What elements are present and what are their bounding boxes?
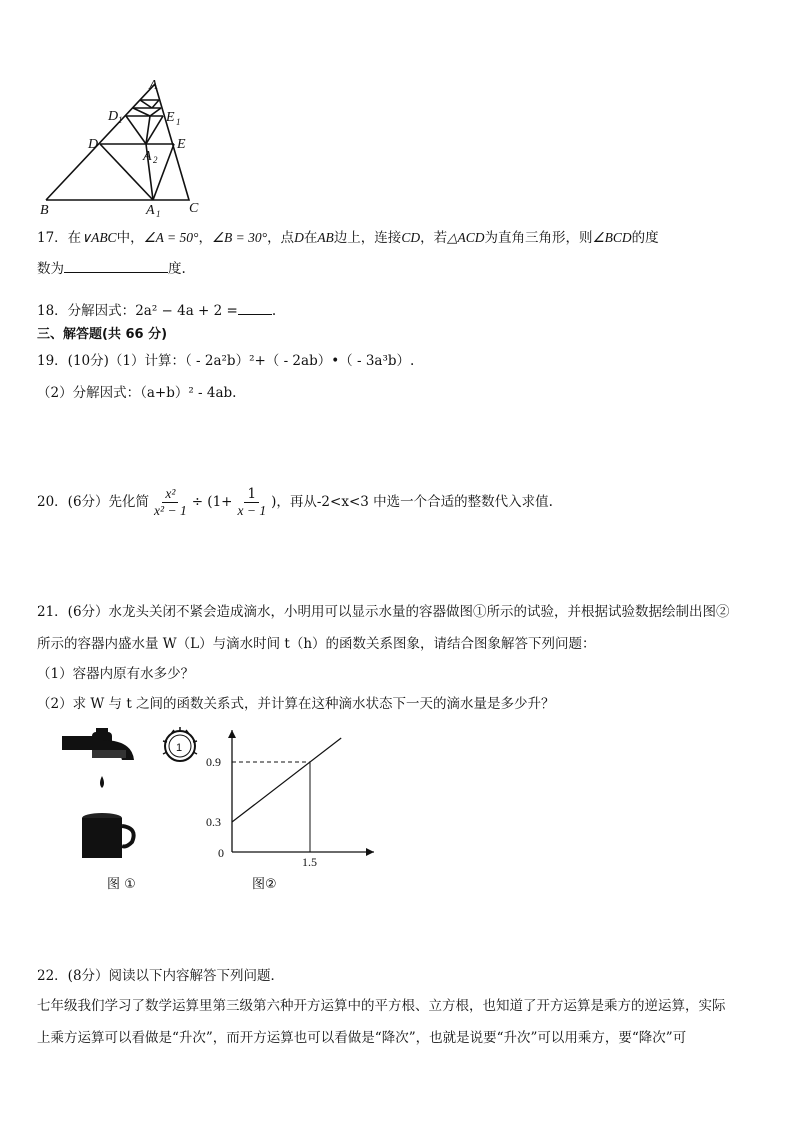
origin-label: 0 — [218, 846, 224, 860]
triangle-figure — [36, 78, 206, 218]
question-21-sub2: （2）求 W 与 t 之间的函数关系式，并计算在这种滴水状态下一天的滴水量是多少升？ — [37, 696, 555, 712]
question-20: 20．(6分）先化简 $\frac{\text{x²}}{\text{x² − 1}}$ ÷ (1+ $\frac{1}{x - 1}$ )，再从-2<x<3 中选一个合适的整数代入求值. — [37, 486, 553, 518]
data-series-line — [232, 738, 341, 822]
fraction-1: $\frac{\text{x²}}{\text{x² − 1}}$ — [154, 486, 187, 518]
question-21-sub1: （1）容器内原有水多少？ — [37, 666, 195, 682]
svg-text:1: 1 — [176, 742, 183, 754]
figure-1-caption: 图 ① — [107, 877, 136, 892]
question-19-part1: 19．(10分)（1）计算：（ - 2a²b）²+（ - 2ab）•（ - 3a³b）. — [37, 353, 415, 369]
question-18: 18．分解因式：2a² − 4a + 2 = . — [37, 300, 276, 321]
y-axis-arrow — [228, 730, 236, 738]
label-D1-sub: 1 — [118, 115, 123, 125]
y-tick-label-0.9: 0.9 — [206, 755, 221, 769]
question-21-line2: 所示的容器内盛水量 W（L）与滴水时间 t（h）的函数关系图象，请结合图象解答下列问题： — [37, 636, 596, 652]
section-heading: 三、解答题(共 66 分) — [37, 327, 168, 342]
question-21-line1: 21．(6分）水龙头关闭不紧会造成滴水，小明用可以显示水量的容器做图①所示的试验，并根据试验数据绘制出图② — [37, 604, 730, 620]
fraction-2: $\frac{1}{x - 1}$ — [237, 486, 267, 518]
label-D: D — [88, 137, 99, 152]
figure-2-chart — [196, 724, 382, 870]
question-22-line1: 22．(8分）阅读以下内容解答下列问题． — [37, 968, 285, 984]
question-19-part2: （2）分解因式：（a+b）² - 4ab. — [37, 385, 237, 401]
label-E1-sub: 1 — [176, 117, 181, 127]
label-E: E — [177, 137, 186, 152]
label-A1: A — [146, 203, 155, 218]
question-22-line2: 七年级我们学习了数学运算里第三级第六种开方运算中的平方根、立方根，也知道了开方运算是乘方的逆运算，实际 — [37, 998, 726, 1014]
answer-blank-18 — [238, 300, 272, 315]
question-17-line2: 数为 度. — [37, 258, 186, 279]
question-22-line3: 上乘方运算可以看做是“升次”，而开方运算也可以看做是“降次”，也就是说要“升次”可以用乘方，要“降次”可 — [37, 1030, 687, 1046]
label-C: C — [189, 201, 199, 216]
label-A2: A — [143, 149, 152, 164]
x-axis-arrow — [366, 848, 374, 856]
question-17-line1: 17．在∨ABC中，∠A = 50°，∠B = 30°，点D在AB边上，连接CD，若△ACD为直角三角形，则∠BCD的度 — [37, 230, 659, 246]
label-B: B — [40, 203, 49, 218]
answer-blank-17 — [64, 258, 168, 273]
x-tick-label-1.5: 1.5 — [302, 855, 317, 869]
label-D1: D — [108, 109, 119, 124]
figure-2-caption: 图② — [252, 877, 277, 892]
label-A2-sub: 2 — [153, 155, 158, 165]
label-A: A — [149, 78, 158, 93]
label-A1-sub: 1 — [156, 209, 161, 218]
label-E1: E — [166, 110, 175, 125]
y-tick-label-0.3: 0.3 — [206, 815, 221, 829]
